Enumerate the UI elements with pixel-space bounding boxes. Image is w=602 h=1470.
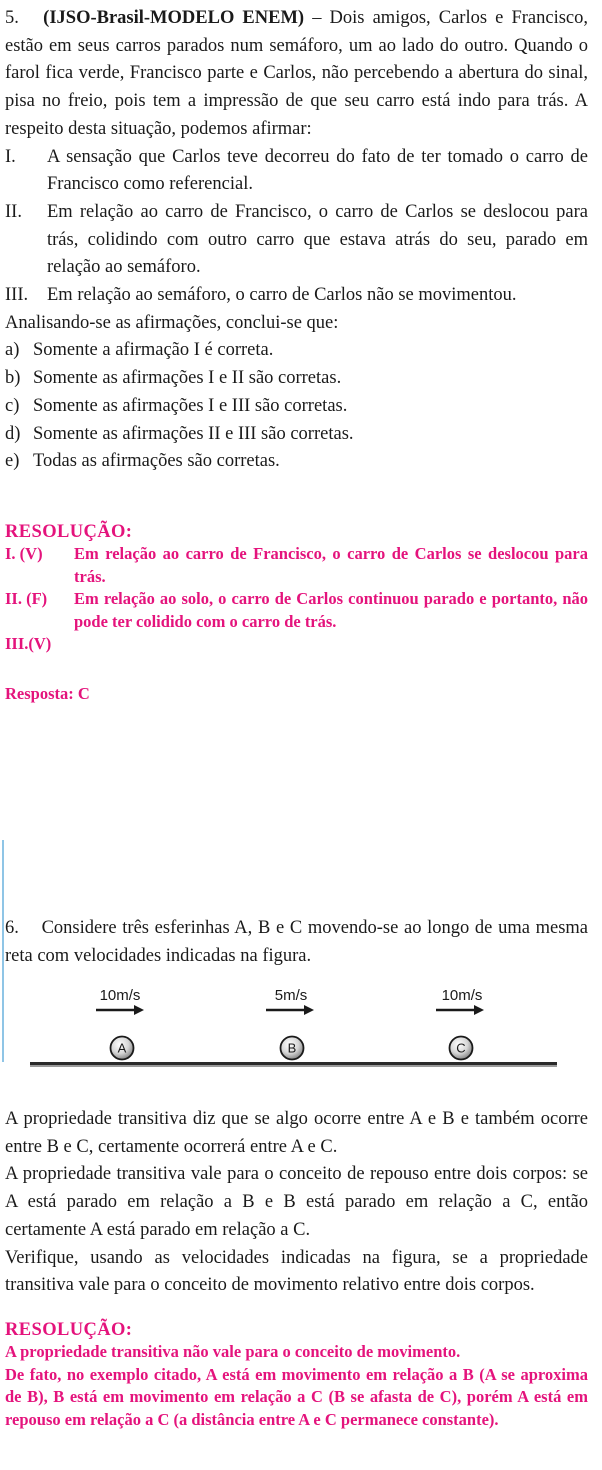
question-source: (IJSO-Brasil-MODELO ENEM)	[43, 8, 305, 28]
statement-text: A sensação que Carlos teve decorreu do fato de ter tomado o carro de Francisco como referencial.	[47, 146, 588, 195]
resolution-text: A propriedade transitiva não vale para o conceito de movimento.	[5, 1342, 461, 1361]
option-marker: d)	[5, 423, 21, 444]
velocity-label-a: 10m/s	[99, 987, 141, 1004]
resolution-text: Em relação ao carro de Francisco, o carro de Carlos se deslocou para trás.	[74, 544, 588, 586]
statement-item	[5, 282, 588, 310]
resolution-marker: III.(V)	[5, 634, 52, 654]
ball-label-b: B	[287, 1040, 297, 1056]
resolution-text: De fato, no exemplo citado, A está em movimento em relação a B (A se aproxima de B), B está em movimento em relação a C (B se afasta de C), porém A está em repouso em relação a C (a distância entre A e C permanece constante).	[5, 1364, 588, 1429]
option-text: Somente as afirmações II e III são corretas.	[33, 423, 354, 444]
question-6-statement	[5, 915, 588, 970]
ball-label-a: A	[117, 1040, 127, 1056]
question-intro: – Dois amigos, Carlos e Francisco, estão em seus carros parados num semáforo, um ao lado do outro. Quando o farol fica verde, Francisco parte e Carlos, não percebendo a abertura do sinal, pisa no freio, pois tem a impressão de que seu carro está indo para trás. A respeito desta situação, podemos afirmar:	[5, 8, 589, 139]
option-d	[5, 421, 588, 449]
question-5-statement	[5, 5, 588, 144]
question-number: 5.	[5, 8, 19, 28]
statement-text: Em relação ao semáforo, o carro de Carlos não se movimentou.	[47, 285, 517, 306]
option-marker: b)	[5, 368, 21, 389]
resolution-6	[5, 1320, 588, 1431]
ground-line	[30, 1062, 557, 1065]
resolution-item	[5, 588, 588, 633]
resolution-item	[5, 633, 588, 656]
paragraph: A propriedade transitiva diz que se algo ocorre entre A e B e também ocorre entre B e C, certamente ocorrerá entre A e C.	[5, 1109, 588, 1157]
statement-marker: I.	[5, 146, 16, 167]
option-text: Somente a afirmação I é correta.	[33, 340, 274, 361]
resolution-marker: I. (V)	[5, 544, 43, 563]
option-c	[5, 393, 588, 421]
statement-marker: II.	[5, 201, 22, 222]
resolution-title: RESOLUÇÃO:	[5, 1320, 133, 1340]
ball-label-c: C	[456, 1040, 466, 1056]
statement-marker: III.	[5, 285, 29, 306]
velocity-label-b: 5m/s	[274, 987, 308, 1004]
velocity-figure	[0, 980, 602, 1080]
option-marker: e)	[5, 451, 20, 472]
paragraph: A propriedade transitiva vale para o conceito de repouso entre dois corpos: se A está parado em relação a B e B está parado em relação a C, então certamente A está parado em relação a C.	[5, 1164, 588, 1240]
resolution-title: RESOLUÇÃO:	[5, 522, 133, 542]
resolution-5	[5, 522, 588, 656]
velocity-label-c: 10m/s	[441, 987, 483, 1004]
paragraph: Verifique, usando as velocidades indicadas na figura, se a propriedade transitiva vale para o conceito de movimento relativo entre dois corpos.	[5, 1247, 588, 1296]
option-a	[5, 337, 588, 365]
option-e	[5, 448, 588, 476]
option-marker: a)	[5, 340, 20, 361]
option-text: Somente as afirmações I e III são corretas.	[33, 395, 348, 416]
question-intro: Considere três esferinhas A, B e C movendo-se ao longo de uma mesma reta com velocidades indicadas na figura.	[5, 918, 588, 966]
answer: Resposta: C	[5, 684, 90, 703]
arrow-head-icon	[134, 1005, 144, 1015]
statement-item	[5, 199, 588, 282]
option-text: Todas as afirmações são corretas.	[33, 451, 280, 472]
option-b	[5, 365, 588, 393]
ground-shadow	[30, 1065, 557, 1067]
ball-a	[96, 987, 144, 1060]
question-prompt: Analisando-se as afirmações, conclui-se que:	[5, 312, 339, 333]
resolution-item	[5, 543, 588, 588]
arrow-head-icon	[474, 1005, 484, 1015]
question-number: 6.	[5, 918, 19, 938]
ball-c	[436, 987, 484, 1060]
arrow-head-icon	[304, 1005, 314, 1015]
option-marker: c)	[5, 395, 20, 416]
resolution-marker: II. (F)	[5, 589, 48, 609]
question-5	[5, 5, 588, 476]
resolution-text: Em relação ao solo, o carro de Carlos continuou parado e portanto, não pode ter colidido com o carro de trás.	[74, 589, 588, 631]
ball-b	[266, 987, 314, 1060]
statement-item	[5, 144, 588, 199]
option-text: Somente as afirmações I e II são corretas.	[33, 368, 342, 389]
question-6-body	[5, 1106, 588, 1300]
question-6	[5, 915, 588, 970]
statement-text: Em relação ao carro de Francisco, o carro de Carlos se deslocou para trás, colidindo com outro carro que estava atrás do seu, parado em relação ao semáforo.	[47, 201, 588, 278]
